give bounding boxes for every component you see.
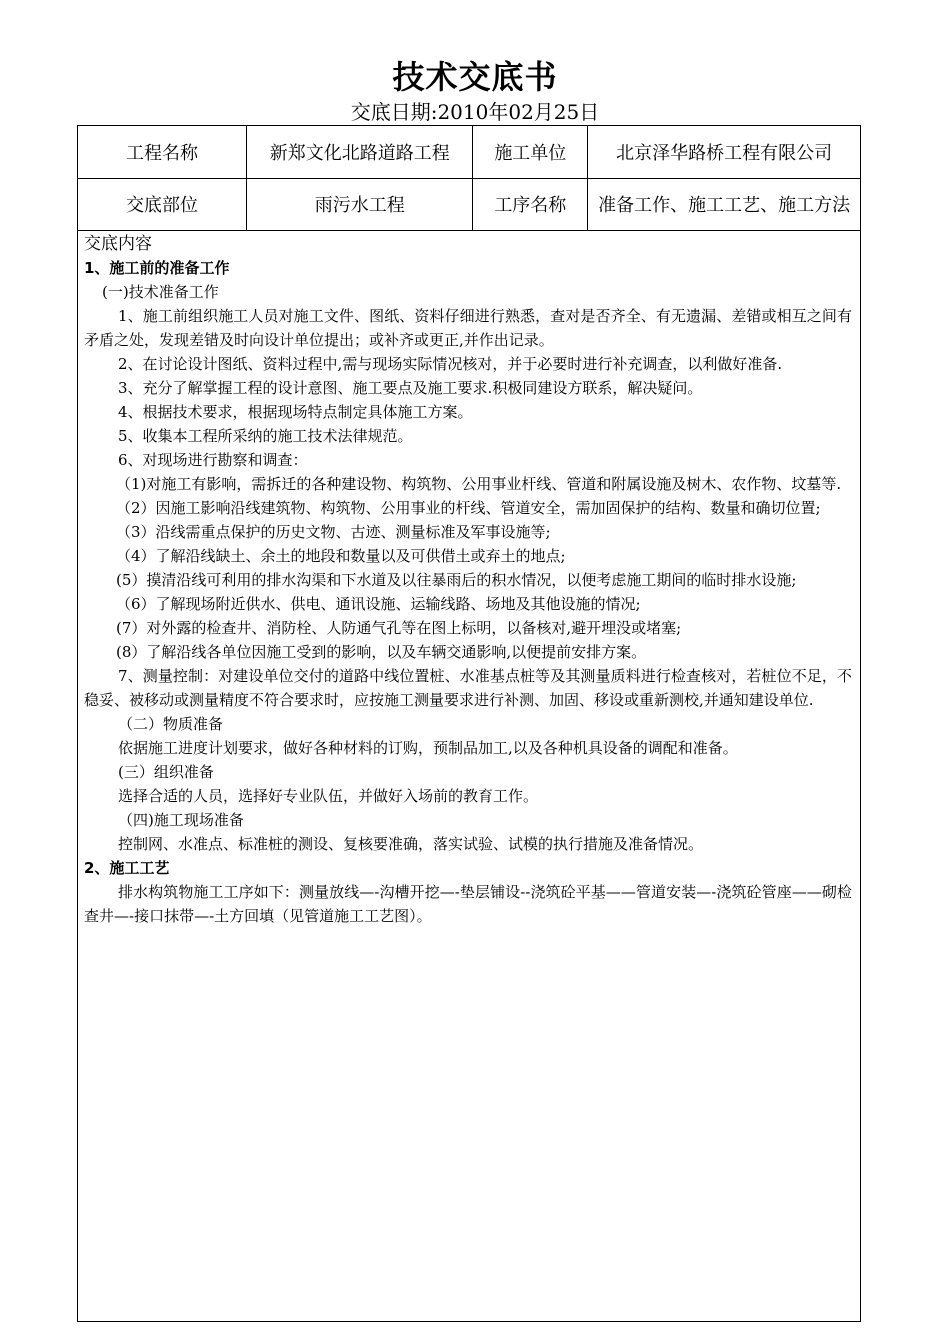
document-title: 技术交底书	[392, 58, 558, 96]
handover-part-value: 雨污水工程	[247, 178, 473, 230]
project-name-label: 工程名称	[78, 126, 247, 178]
paragraph: 2、在讨论设计图纸、资料过程中,需与现场实际情况核对，并于必要时进行补充调查，以利做好准备.	[118, 355, 783, 373]
handover-form	[77, 125, 861, 1322]
content-label: 交底内容	[84, 234, 152, 254]
subsection-heading: （二）物质准备	[118, 715, 224, 733]
project-name-value: 新郑文化北路道路工程	[247, 126, 473, 178]
paragraph: （2）因施工影响沿线建筑物、构筑物、公用事业的杆线、管道安全，需加固保护的结构、数量和确切位置;	[116, 499, 821, 517]
paragraph: 控制网、水准点、标准桩的测设、复核要准确，落实试验、试模的执行措施及准备情况。	[118, 835, 704, 853]
handover-date: 交底日期:2010年02月25日	[350, 100, 600, 124]
subsection-heading: (三）组织准备	[118, 763, 214, 781]
paragraph: 6、对现场进行勘察和调查：	[118, 451, 308, 469]
paragraph: 依据施工进度计划要求，做好各种材料的订购，预制品加工,以及各种机具设备的调配和准备。	[118, 739, 738, 757]
contractor-value: 北京泽华路桥工程有限公司	[588, 126, 860, 178]
subsection-heading: (一)技术准备工作	[102, 283, 219, 301]
section-heading: 2、施工工艺	[84, 859, 170, 877]
handover-part-label: 交底部位	[78, 178, 247, 230]
paragraph: （4）了解沿线缺土、余土的地段和数量以及可供借土或弃土的地点;	[116, 547, 566, 565]
process-name-label: 工序名称	[473, 178, 588, 230]
handover-content	[84, 232, 852, 928]
paragraph: 1、施工前组织施工人员对施工文件、图纸、资料仔细进行熟悉，查对是否齐全、有无遗漏、差错或相互之间有矛盾之处，发现差错及时向设计单位提出；或补齐或更正,并作出记录。	[84, 307, 852, 349]
table-row	[78, 178, 860, 230]
project-info-table	[78, 126, 860, 231]
paragraph: 7、测量控制：对建设单位交付的道路中线位置桩、水准基点桩等及其测量质料进行检查核对，若桩位不足，不稳妥、被移动或测量精度不符合要求时，应按施工测量要求进行补测、加固、移设或重新测校,并通知建设单位.	[84, 667, 852, 709]
paragraph: （3）沿线需重点保护的历史文物、古迹、测量标准及军事设施等;	[116, 523, 551, 541]
paragraph: (7）对外露的检查井、消防栓、人防通气孔等在图上标明，以备核对,避开埋没或堵塞;	[116, 619, 682, 637]
paragraph: （6）了解现场附近供水、供电、通讯设施、运输线路、场地及其他设施的情况;	[116, 595, 641, 613]
paragraph: (8）了解沿线各单位因施工受到的影响，以及车辆交通影响,以便提前安排方案。	[116, 643, 647, 661]
table-row	[78, 126, 860, 178]
paragraph: 3、充分了解掌握工程的设计意图、施工要点及施工要求.积极同建设方联系，解决疑问。	[118, 379, 703, 397]
contractor-label: 施工单位	[473, 126, 588, 178]
subsection-heading: （四)施工现场准备	[118, 811, 244, 829]
paragraph: 5、收集本工程所采纳的施工技术法律规范。	[118, 427, 413, 445]
process-name-value: 准备工作、施工工艺、施工方法	[588, 178, 860, 230]
paragraph: (5）摸清沿线可利用的排水沟渠和下水道及以往暴雨后的积水情况，以便考虑施工期间的临时排水设施;	[116, 571, 797, 589]
paragraph: 选择合适的人员，选择好专业队伍，并做好入场前的教育工作。	[118, 787, 539, 805]
section-heading: 1、施工前的准备工作	[84, 259, 230, 277]
paragraph: 排水构筑物施工工序如下：测量放线—-沟槽开挖—-垫层铺设--浇筑砼平基——管道安装—-浇筑砼管座——砌检查井—-接口抹带—-土方回填（见管道施工工艺图）。	[84, 883, 852, 925]
paragraph: 4、根据技术要求，根据现场特点制定具体施工方案。	[118, 403, 473, 421]
paragraph: （1)对施工有影响，需拆迁的各种建设物、构筑物、公用事业杆线、管道和附属设施及树木、农作物、坟墓等.	[116, 475, 842, 493]
